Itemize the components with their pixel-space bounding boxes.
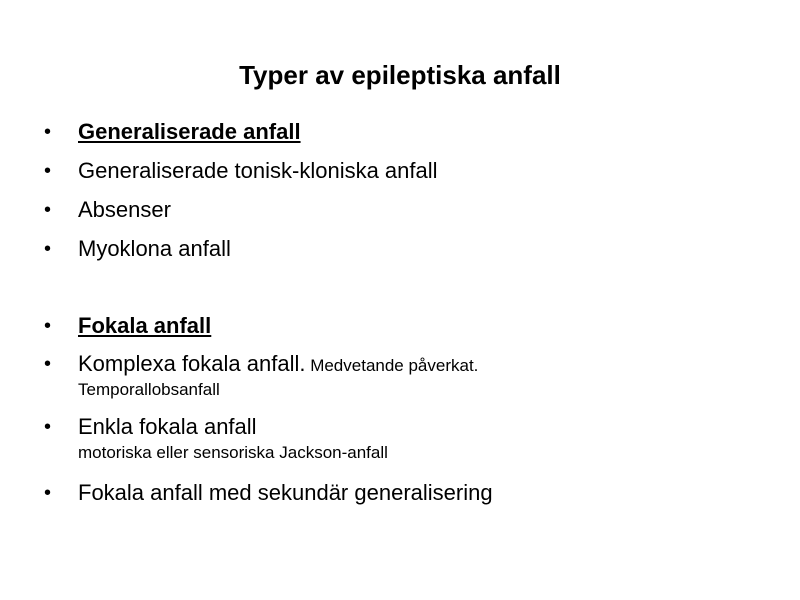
list-item-label: Fokala anfall — [78, 313, 212, 338]
list-item-label: Enkla fokala anfall — [78, 414, 257, 439]
bullet-icon: • — [44, 121, 52, 143]
list-item-label: Fokala anfall med sekundär generalisering — [78, 480, 493, 505]
bullet-icon: • — [44, 353, 52, 375]
list-item — [44, 413, 768, 465]
list-item-label: Generaliserade tonisk-kloniska anfall — [78, 158, 438, 183]
list-item-label: Absenser — [78, 197, 171, 222]
list-item-focal-heading — [44, 312, 768, 340]
bullet-icon: • — [44, 199, 52, 221]
list-item — [44, 350, 768, 402]
list-item-label: Komplexa fokala anfall. — [78, 351, 306, 376]
bullet-icon: • — [44, 482, 52, 504]
bullet-icon: • — [44, 315, 52, 337]
list-item-label: Generaliserade anfall — [78, 119, 301, 144]
bullet-icon: • — [44, 238, 52, 260]
list-item — [44, 479, 768, 507]
list-item — [44, 235, 768, 263]
list-item-note: Medvetande påverkat. — [305, 356, 479, 375]
list-item-subline: Temporallobsanfall — [78, 380, 220, 399]
list-item — [44, 157, 768, 185]
list-item-generalized-heading — [44, 118, 768, 146]
slide-title: Typer av epileptiska anfall — [239, 60, 561, 90]
bullet-icon: • — [44, 160, 52, 182]
list-item — [44, 196, 768, 224]
list-item-subline: motoriska eller sensoriska Jackson-anfall — [78, 443, 388, 462]
bullet-icon: • — [44, 416, 52, 438]
list-item-label: Myoklona anfall — [78, 236, 231, 261]
